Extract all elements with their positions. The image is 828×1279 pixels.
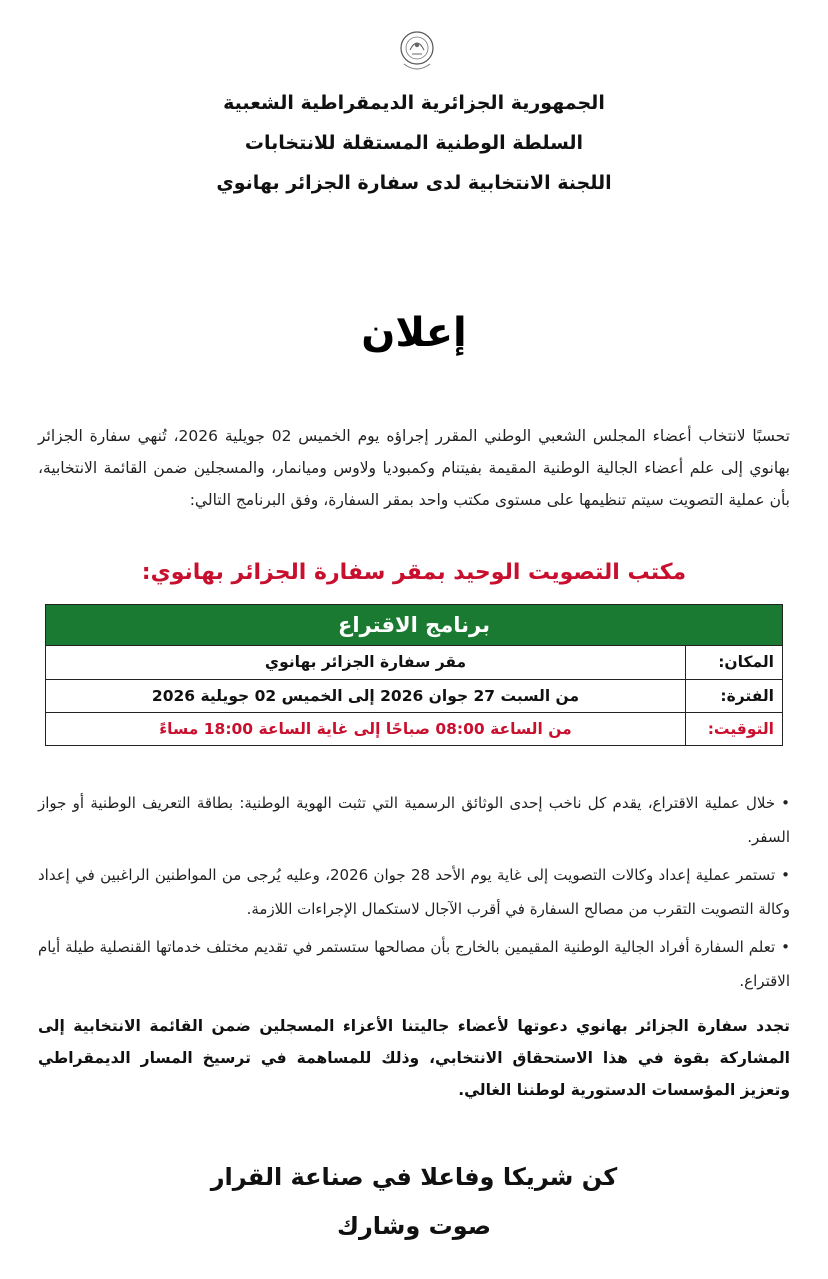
closing-paragraph: تجدد سفارة الجزائر بهانوي دعوتها لأعضاء جاليتنا الأعزاء المسجلين ضمن القائمة الانتخابية إلى المشاركة بقوة في هذا الاستحقاق الانتخابي، وذلك للمساهمة في ترسيخ المسار الديمقراطي وتعزيز المؤسسات الدستورية لوطننا الغالي.: [38, 1017, 790, 1099]
table-row: [46, 712, 783, 745]
row-label-timing: التوقيت:: [686, 712, 783, 745]
bullet-icon: •: [781, 938, 790, 956]
header-line-authority: السلطة الوطنية المستقلة للانتخابات: [244, 132, 584, 154]
table-row: [46, 679, 783, 712]
bullet-icon: •: [781, 794, 790, 812]
list-item: [38, 930, 790, 998]
intro-paragraph: تحسبًا لانتخاب أعضاء المجلس الشعبي الوطني المقرر إجراؤه يوم الخميس 02 جويلية 2026، تُنهي سفارة الجزائر بهانوي إلى علم أعضاء الجالية الوطنية المقيمة بفيتنام وكمبوديا ولاوس وميانمار، والمسجلين ضمن القائمة الانتخابية، بأن عملية التصويت سيتم تنظيمها على مستوى مكتب واحد بمقر السفارة، وفق البرنامج التالي:: [38, 427, 790, 509]
row-value-period: من السبت 27 جوان 2026 إلى الخميس 02 جويلية 2026: [46, 679, 686, 712]
header-line-committee: اللجنة الانتخابية لدى سفارة الجزائر بهانوي: [216, 172, 612, 194]
row-label-place: المكان:: [686, 646, 783, 679]
slogan-line-2: صوت وشارك: [336, 1212, 492, 1240]
bullet-text: تستمر عملية إعداد وكالات التصويت إلى غاية يوم الأحد 28 جوان 2026، وعليه يُرجى من المواطنين الراغبين في إعداد وكالة التصويت التقرب من مصالح السفارة في أقرب الآجال لاستكمال الإجراءات اللازمة.: [38, 866, 790, 918]
voting-program-table: [45, 604, 783, 746]
row-value-timing: من الساعة 08:00 صباحًا إلى غاية الساعة 18:00 مساءً: [46, 712, 686, 745]
polling-office-heading: مكتب التصويت الوحيد بمقر سفارة الجزائر بهانوي:: [141, 560, 687, 585]
algeria-emblem-icon: [396, 28, 438, 78]
table-row: [46, 646, 783, 679]
bullet-text: تعلم السفارة أفراد الجالية الوطنية المقيمين بالخارج بأن مصالحها ستستمر في تقديم مختلف خدماتها القنصلية طيلة أيام الاقتراع.: [38, 938, 790, 990]
page-title: إعلان: [361, 310, 467, 356]
list-item: [38, 858, 790, 926]
program-table-header: برنامج الاقتراع: [46, 605, 783, 646]
list-item: [38, 786, 790, 854]
bullet-icon: •: [781, 866, 790, 884]
slogan-line-1: كن شريكا وفاعلا في صناعة القرار: [210, 1163, 618, 1191]
header-line-republic: الجمهورية الجزائرية الديمقراطية الشعبية: [223, 92, 605, 114]
row-label-period: الفترة:: [686, 679, 783, 712]
bullet-text: خلال عملية الاقتراع، يقدم كل ناخب إحدى الوثائق الرسمية التي تثبت الهوية الوطنية: بطاقة التعريف الوطنية أو جواز السفر.: [38, 794, 790, 846]
row-value-place: مقر سفارة الجزائر بهانوي: [46, 646, 686, 679]
